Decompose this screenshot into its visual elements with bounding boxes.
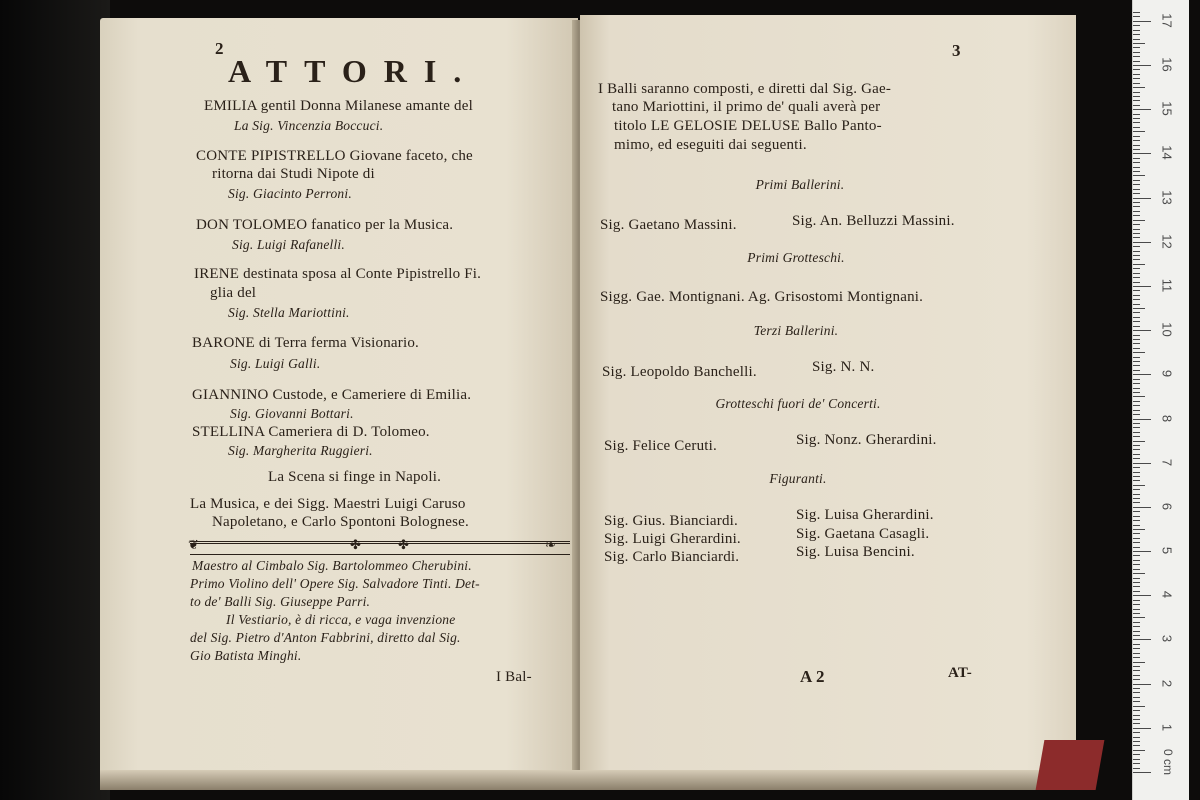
ruler-tick <box>1133 494 1140 495</box>
ruler-tick <box>1133 114 1140 115</box>
dancer-name: Sig. Leopoldo Banchelli. <box>602 364 757 380</box>
ruler-tick <box>1133 374 1151 375</box>
cast-role-line: BARONE di Terra ferma Visionario. <box>192 335 419 351</box>
ruler-tick <box>1133 12 1140 13</box>
credit-line: Maestro al Cimbalo Sig. Bartolommeo Cherubini. <box>192 558 472 573</box>
ruler-tick <box>1133 39 1140 40</box>
ruler-number: 1 <box>1159 723 1175 731</box>
ruler-tick <box>1133 52 1140 53</box>
dancer-name: Sigg. Gae. Montignani. Ag. Grisostomi Montignani. <box>600 289 924 305</box>
ruler-number: 14 <box>1159 145 1175 161</box>
ruler-tick <box>1133 175 1145 176</box>
ruler-tick <box>1133 286 1151 287</box>
ruler-tick <box>1133 657 1140 658</box>
credit-line: Il Vestiario, è di ricca, e vaga invenzione <box>226 612 456 627</box>
ruler-tick <box>1133 184 1140 185</box>
cast-singer: Sig. Luigi Galli. <box>230 356 321 371</box>
ornament-icon: ✤ <box>398 537 409 552</box>
ruler-tick <box>1133 684 1151 685</box>
ruler-number: 4 <box>1159 591 1175 599</box>
ruler-tick <box>1133 215 1140 216</box>
ruler-tick <box>1133 745 1140 746</box>
dancer-name: Sig. Luisa Bencini. <box>796 544 915 560</box>
credit-line: Gio Batista Minghi. <box>190 648 302 663</box>
ruler-tick <box>1133 719 1140 720</box>
ruler-tick <box>1133 361 1140 362</box>
ruler-unit-label: 0 cm <box>1161 748 1176 776</box>
ruler-tick <box>1133 206 1140 207</box>
ruler-tick <box>1133 715 1140 716</box>
ruler-tick <box>1133 255 1140 256</box>
ruler-tick <box>1133 529 1145 530</box>
ruler-tick <box>1133 158 1140 159</box>
ruler-tick <box>1133 476 1140 477</box>
ruler-tick <box>1133 604 1140 605</box>
ruler-tick <box>1133 467 1140 468</box>
ruler-tick <box>1133 122 1140 123</box>
ruler-number: 13 <box>1159 189 1175 205</box>
ruler-tick <box>1133 410 1140 411</box>
cast-role-line: CONTE PIPISTRELLO Giovane faceto, che <box>196 148 473 164</box>
ruler-tick <box>1133 679 1140 680</box>
ruler-tick <box>1133 202 1140 203</box>
ruler-tick <box>1133 47 1140 48</box>
ruler-tick <box>1133 233 1140 234</box>
ruler-tick <box>1133 706 1145 707</box>
ruler-tick <box>1133 613 1140 614</box>
ruler-number: 10 <box>1159 322 1175 337</box>
ruler-tick <box>1133 136 1140 137</box>
ruler-tick <box>1133 622 1140 623</box>
ruler-tick <box>1133 485 1145 486</box>
ruler-tick <box>1133 335 1140 336</box>
ruler-tick <box>1133 100 1140 101</box>
ruler-tick <box>1133 193 1140 194</box>
ruler-tick <box>1133 472 1140 473</box>
ruler-tick <box>1133 16 1140 17</box>
ruler-tick <box>1133 666 1140 667</box>
cast-singer: Sig. Luigi Rafanelli. <box>232 237 345 252</box>
ruler-tick <box>1133 489 1140 490</box>
right-page-number: 3 <box>952 41 961 60</box>
ruler-tick <box>1133 560 1140 561</box>
left-page-number: 2 <box>215 39 224 58</box>
cast-singer: Sig. Stella Mariottini. <box>228 305 350 320</box>
ruler-tick <box>1133 162 1140 163</box>
dancer-name: Sig. Luisa Gherardini. <box>796 507 934 523</box>
ruler-number: 9 <box>1159 370 1175 378</box>
intro-line: I Balli saranno composti, e diretti dal Sig. Gae- <box>598 81 892 97</box>
cast-singer: La Sig. Vincenzia Boccuci. <box>234 118 384 133</box>
cast-singer: Sig. Margherita Ruggieri. <box>228 443 373 458</box>
ruler-tick <box>1133 326 1140 327</box>
ruler-tick <box>1133 732 1140 733</box>
ruler-tick <box>1133 65 1151 66</box>
ruler-tick <box>1133 741 1140 742</box>
ruler-tick <box>1133 763 1140 764</box>
ruler-tick <box>1133 246 1140 247</box>
ruler-tick <box>1133 648 1140 649</box>
ruler-tick <box>1133 533 1140 534</box>
ruler-tick <box>1133 220 1145 221</box>
ruler-tick <box>1133 538 1140 539</box>
ruler-tick <box>1133 414 1140 415</box>
ruler-tick <box>1133 401 1140 402</box>
ruler-tick <box>1133 427 1140 428</box>
ruler-tick <box>1133 436 1140 437</box>
ruler-tick <box>1133 83 1140 84</box>
ruler-tick <box>1133 229 1140 230</box>
ruler-tick <box>1133 564 1140 565</box>
ruler-tick <box>1133 34 1140 35</box>
music-line: La Musica, e dei Sigg. Maestri Luigi Caruso <box>190 496 466 512</box>
ruler-tick <box>1133 277 1140 278</box>
cast-singer: Sig. Giacinto Perroni. <box>228 186 352 201</box>
ruler-tick <box>1133 432 1140 433</box>
ruler-tick <box>1133 516 1140 517</box>
ruler-tick <box>1133 396 1145 397</box>
dancer-name: Sig. Gaetano Massini. <box>600 217 737 233</box>
ornament-icon: ❧ <box>545 537 556 552</box>
ornament-icon: ✤ <box>350 537 361 552</box>
ruler-tick <box>1133 423 1140 424</box>
ruler-tick <box>1133 43 1145 44</box>
ruler-number: 2 <box>1159 679 1175 687</box>
ruler-tick <box>1133 30 1140 31</box>
dancer-name: Sig. An. Belluzzi Massini. <box>792 213 955 229</box>
ruler-tick <box>1133 768 1140 769</box>
cast-role-line: EMILIA gentil Donna Milanese amante del <box>204 98 473 114</box>
ruler-tick <box>1133 525 1140 526</box>
ruler-tick <box>1133 555 1140 556</box>
ornamental-rule <box>190 541 570 555</box>
ruler-tick <box>1133 441 1145 442</box>
ruler-tick <box>1133 379 1140 380</box>
intro-line: titolo LE GELOSIE DELUSE Ballo Panto- <box>614 118 882 134</box>
ruler-tick <box>1133 480 1140 481</box>
ruler-tick <box>1133 688 1140 689</box>
ruler-tick <box>1133 388 1140 389</box>
ruler-tick <box>1133 273 1140 274</box>
ruler-tick <box>1133 264 1145 265</box>
ruler-tick <box>1133 290 1140 291</box>
ruler-tick <box>1133 105 1140 106</box>
intro-line: mimo, ed eseguiti dai seguenti. <box>614 137 807 153</box>
ruler-tick <box>1133 25 1140 26</box>
ruler-tick <box>1133 662 1145 663</box>
ruler-tick <box>1133 551 1151 552</box>
ruler-tick <box>1133 710 1140 711</box>
ruler-tick <box>1133 520 1140 521</box>
ruler-tick <box>1133 454 1140 455</box>
ruler-tick <box>1133 149 1140 150</box>
ruler-tick <box>1133 167 1140 168</box>
section-heading: Primi Ballerini. <box>755 177 845 192</box>
ruler-number: 8 <box>1159 414 1175 422</box>
ruler-tick <box>1133 547 1140 548</box>
ruler-tick <box>1133 312 1140 313</box>
ruler-number: 15 <box>1159 101 1175 116</box>
ruler-tick <box>1133 392 1140 393</box>
ruler-tick <box>1133 352 1145 353</box>
ruler-tick <box>1133 600 1140 601</box>
credit-line: Primo Violino dell' Opere Sig. Salvadore Tinti. Det- <box>190 576 480 591</box>
dancer-name: Sig. Felice Ceruti. <box>604 438 717 454</box>
ruler-tick <box>1133 153 1151 154</box>
ruler-tick <box>1133 224 1140 225</box>
ruler-tick <box>1133 578 1140 579</box>
background-shadow <box>0 0 110 800</box>
ruler-tick <box>1133 609 1140 610</box>
ruler-tick <box>1133 772 1151 773</box>
ruler-tick <box>1133 542 1140 543</box>
ruler-tick <box>1133 675 1140 676</box>
ruler-tick <box>1133 118 1140 119</box>
ruler-tick <box>1133 282 1140 283</box>
ruler-tick <box>1133 87 1145 88</box>
ruler-tick <box>1133 140 1140 141</box>
ruler-tick <box>1133 321 1140 322</box>
ruler-tick <box>1133 419 1151 420</box>
ruler-tick <box>1133 569 1140 570</box>
ruler-tick <box>1133 507 1151 508</box>
ruler-tick <box>1133 198 1151 199</box>
ruler-tick <box>1133 69 1140 70</box>
ruler-tick <box>1133 458 1140 459</box>
ruler-tick <box>1133 317 1140 318</box>
ruler-tick <box>1133 692 1140 693</box>
ruler-tick <box>1133 109 1151 110</box>
ruler-tick <box>1133 750 1145 751</box>
dancer-name: Sig. Gius. Bianciardi. <box>604 513 738 529</box>
ruler-tick <box>1133 189 1140 190</box>
ruler-tick <box>1133 670 1140 671</box>
ruler-tick <box>1133 573 1145 574</box>
dancer-name: Sig. N. N. <box>812 359 875 375</box>
ruler-tick <box>1133 180 1140 181</box>
ruler-tick <box>1133 56 1140 57</box>
ruler-tick <box>1133 631 1140 632</box>
ruler-tick <box>1133 357 1140 358</box>
ruler-tick <box>1133 131 1145 132</box>
ruler-tick <box>1133 449 1140 450</box>
dancer-name: Sig. Nonz. Gherardini. <box>796 432 937 448</box>
scene-line: La Scena si finge in Napoli. <box>268 469 442 485</box>
ruler-tick <box>1133 145 1140 146</box>
ruler-tick <box>1133 635 1140 636</box>
attori-title: ATTORI. <box>228 53 479 89</box>
ruler-tick <box>1133 348 1140 349</box>
cast-role-line: DON TOLOMEO fanatico per la Musica. <box>196 217 454 233</box>
measurement-ruler <box>1132 0 1189 800</box>
ruler-number: 12 <box>1159 234 1175 249</box>
ruler-tick <box>1133 626 1140 627</box>
ornament-icon: ❦ <box>188 537 199 552</box>
red-cover-edge <box>1036 740 1105 790</box>
section-heading: Primi Grotteschi. <box>747 250 845 265</box>
ruler-tick <box>1133 343 1140 344</box>
ruler-tick <box>1133 171 1140 172</box>
ruler-tick <box>1133 295 1140 296</box>
ruler-tick <box>1133 723 1140 724</box>
ruler-tick <box>1133 339 1140 340</box>
ruler-number: 11 <box>1159 278 1175 293</box>
ruler-tick <box>1133 74 1140 75</box>
ruler-tick <box>1133 617 1145 618</box>
ruler-tick <box>1133 754 1140 755</box>
ruler-tick <box>1133 21 1151 22</box>
page-bottom-edge <box>100 770 1076 790</box>
ruler-tick <box>1133 644 1140 645</box>
catchword: I Bal- <box>496 669 532 685</box>
ruler-tick <box>1133 96 1140 97</box>
ruler-tick <box>1133 498 1140 499</box>
ruler-tick <box>1133 127 1140 128</box>
ruler-tick <box>1133 308 1145 309</box>
ruler-number: 3 <box>1159 635 1175 643</box>
ruler-tick <box>1133 591 1140 592</box>
section-heading: Figuranti. <box>769 471 827 486</box>
credit-line: to de' Balli Sig. Giuseppe Parri. <box>190 594 371 609</box>
ruler-number: 16 <box>1159 57 1175 72</box>
ruler-tick <box>1133 502 1140 503</box>
ruler-tick <box>1133 78 1140 79</box>
ruler-tick <box>1133 701 1140 702</box>
catchword: AT- <box>948 665 972 681</box>
ruler-tick <box>1133 463 1151 464</box>
ruler-tick <box>1133 511 1140 512</box>
dancer-name: Sig. Luigi Gherardini. <box>604 531 741 547</box>
ruler-tick <box>1133 759 1140 760</box>
ruler-number: 7 <box>1159 458 1175 466</box>
ruler-tick <box>1133 61 1140 62</box>
ruler-tick <box>1133 370 1140 371</box>
ruler-tick <box>1133 268 1140 269</box>
ruler-number: 17 <box>1159 13 1175 28</box>
ruler-tick <box>1133 582 1140 583</box>
credit-line: del Sig. Pietro d'Anton Fabbrini, diretto dal Sig. <box>190 630 461 645</box>
ruler-tick <box>1133 299 1140 300</box>
ruler-tick <box>1133 586 1140 587</box>
ruler-number: 6 <box>1159 502 1175 510</box>
cast-role-line: ritorna dai Studi Nipote di <box>212 166 375 182</box>
ruler-tick <box>1133 639 1151 640</box>
cast-role-line: IRENE destinata sposa al Conte Pipistrello Fi. <box>194 266 482 282</box>
ruler-tick <box>1133 445 1140 446</box>
ruler-tick <box>1133 237 1140 238</box>
cast-singer: Sig. Giovanni Bottari. <box>230 406 354 421</box>
ruler-tick <box>1133 737 1140 738</box>
ruler-tick <box>1133 304 1140 305</box>
ruler-tick <box>1133 365 1140 366</box>
section-heading: Terzi Ballerini. <box>753 323 839 338</box>
section-heading: Grotteschi fuori de' Concerti. <box>715 396 881 411</box>
ruler-tick <box>1133 330 1151 331</box>
ruler-tick <box>1133 92 1140 93</box>
ruler-tick <box>1133 383 1140 384</box>
ruler-tick <box>1133 653 1140 654</box>
cast-role-line: STELLINA Cameriera di D. Tolomeo. <box>192 424 430 440</box>
ruler-tick <box>1133 211 1140 212</box>
dancer-name: Sig. Gaetana Casagli. <box>796 526 930 542</box>
music-line: Napoletano, e Carlo Spontoni Bolognese. <box>212 514 469 530</box>
ruler-tick <box>1133 728 1151 729</box>
signature-mark: A 2 <box>800 667 825 686</box>
intro-line: tano Mariottini, il primo de' quali averà per <box>612 99 881 115</box>
ruler-tick <box>1133 595 1151 596</box>
ruler-tick <box>1133 405 1140 406</box>
dancer-name: Sig. Carlo Bianciardi. <box>604 549 740 565</box>
ruler-tick <box>1133 251 1140 252</box>
ruler-number: 5 <box>1159 546 1175 555</box>
ruler-tick <box>1133 697 1140 698</box>
cast-role-line: GIANNINO Custode, e Cameriere di Emilia. <box>192 387 472 403</box>
ruler-tick <box>1133 242 1151 243</box>
ruler-tick <box>1133 259 1140 260</box>
cast-role-line: glia del <box>210 285 257 301</box>
